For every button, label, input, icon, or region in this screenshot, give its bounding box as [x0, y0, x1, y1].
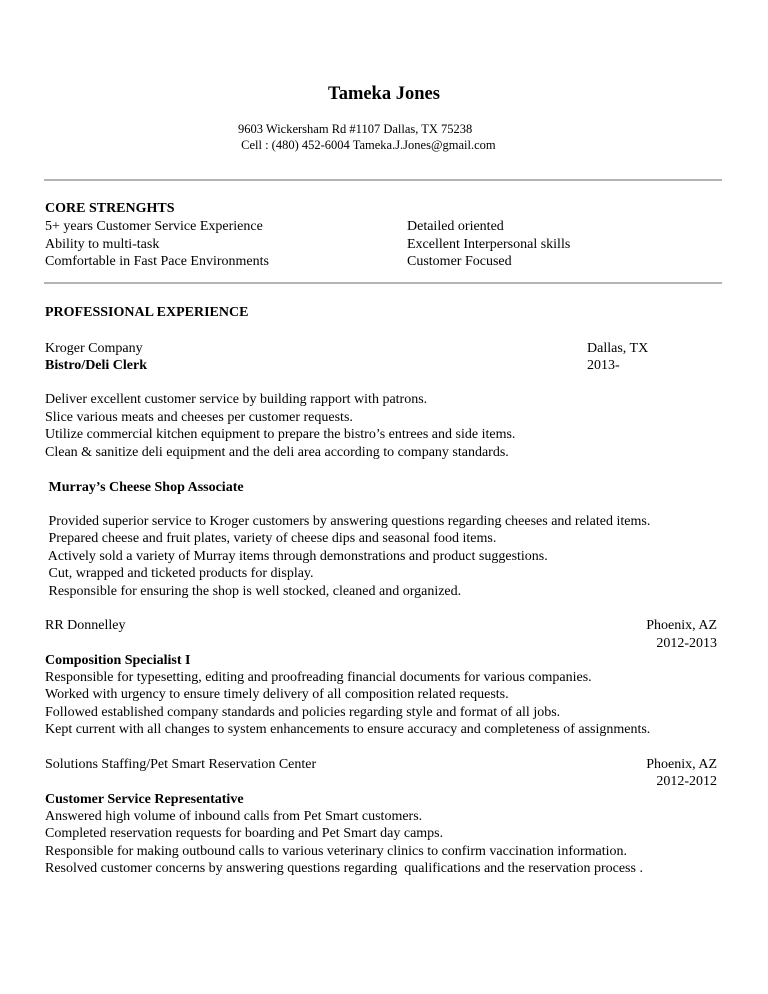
job-company: RR Donnelley	[45, 618, 126, 633]
core-strength-left: Ability to multi-task	[45, 237, 160, 252]
experience-heading: PROFESSIONAL EXPERIENCE	[45, 305, 249, 320]
core-strength-left: 5+ years Customer Service Experience	[45, 219, 263, 234]
job-dates: 2012-2013	[656, 636, 717, 651]
job-duty: Prepared cheese and fruit plates, variety of cheese dips and seasonal food items.	[45, 531, 497, 546]
job-location: Phoenix, AZ	[646, 757, 717, 772]
job-duty: Utilize commercial kitchen equipment to prepare the bistro’s entrees and side items.	[45, 427, 516, 442]
core-strength-right: Customer Focused	[407, 254, 512, 269]
job-duty: Clean & sanitize deli equipment and the deli area according to company standards.	[45, 445, 509, 460]
divider-top	[44, 179, 722, 181]
job-duty: Deliver excellent customer service by building rapport with patrons.	[45, 392, 428, 407]
job-duty: Cut, wrapped and ticketed products for display.	[45, 566, 314, 581]
job-duty: Responsible for ensuring the shop is well stocked, cleaned and organized.	[45, 584, 462, 599]
job-title: Composition Specialist I	[45, 653, 191, 668]
job-location: Phoenix, AZ	[646, 618, 717, 633]
core-strength-right: Detailed oriented	[407, 219, 504, 234]
job-title: Murray’s Cheese Shop Associate	[45, 480, 244, 495]
resume-name: Tameka Jones	[328, 84, 440, 104]
core-strength-right: Excellent Interpersonal skills	[407, 237, 571, 252]
core-strength-left: Comfortable in Fast Pace Environments	[45, 254, 269, 269]
job-dates: 2013-	[587, 358, 620, 373]
job-title: Customer Service Representative	[45, 792, 244, 807]
job-duty: Worked with urgency to ensure timely delivery of all composition related requests.	[45, 687, 509, 702]
job-duty: Responsible for typesetting, editing and proofreading financial documents for various companies.	[45, 670, 592, 685]
job-company: Kroger Company	[45, 341, 143, 356]
job-duty: Slice various meats and cheeses per customer requests.	[45, 410, 353, 425]
contact-line: Cell : (480) 452-6004 Tameka.J.Jones@gmail.com	[238, 138, 496, 152]
job-duty: Actively sold a variety of Murray items through demonstrations and product suggestions.	[45, 549, 548, 564]
job-company: Solutions Staffing/Pet Smart Reservation Center	[45, 757, 317, 772]
job-dates: 2012-2012	[656, 774, 717, 789]
job-duty: Completed reservation requests for boarding and Pet Smart day camps.	[45, 826, 444, 841]
job-duty: Kept current with all changes to system enhancements to ensure accuracy and completeness of assignments.	[45, 722, 651, 737]
job-duty: Responsible for making outbound calls to various veterinary clinics to confirm vaccination information.	[45, 844, 628, 859]
divider-middle	[44, 282, 722, 284]
address-line: 9603 Wickersham Rd #1107 Dallas, TX 75238	[238, 122, 473, 136]
job-title: Bistro/Deli Clerk	[45, 358, 148, 373]
job-duty: Answered high volume of inbound calls from Pet Smart customers.	[45, 809, 423, 824]
job-duty: Resolved customer concerns by answering questions regarding qualifications and the reservation process .	[45, 861, 643, 876]
job-location: Dallas, TX	[587, 341, 649, 356]
core-strengths-heading: CORE STRENGHTS	[45, 201, 175, 216]
job-duty: Followed established company standards and policies regarding style and format of all jobs.	[45, 705, 561, 720]
job-duty: Provided superior service to Kroger customers by answering questions regarding cheeses and related items.	[45, 514, 651, 529]
